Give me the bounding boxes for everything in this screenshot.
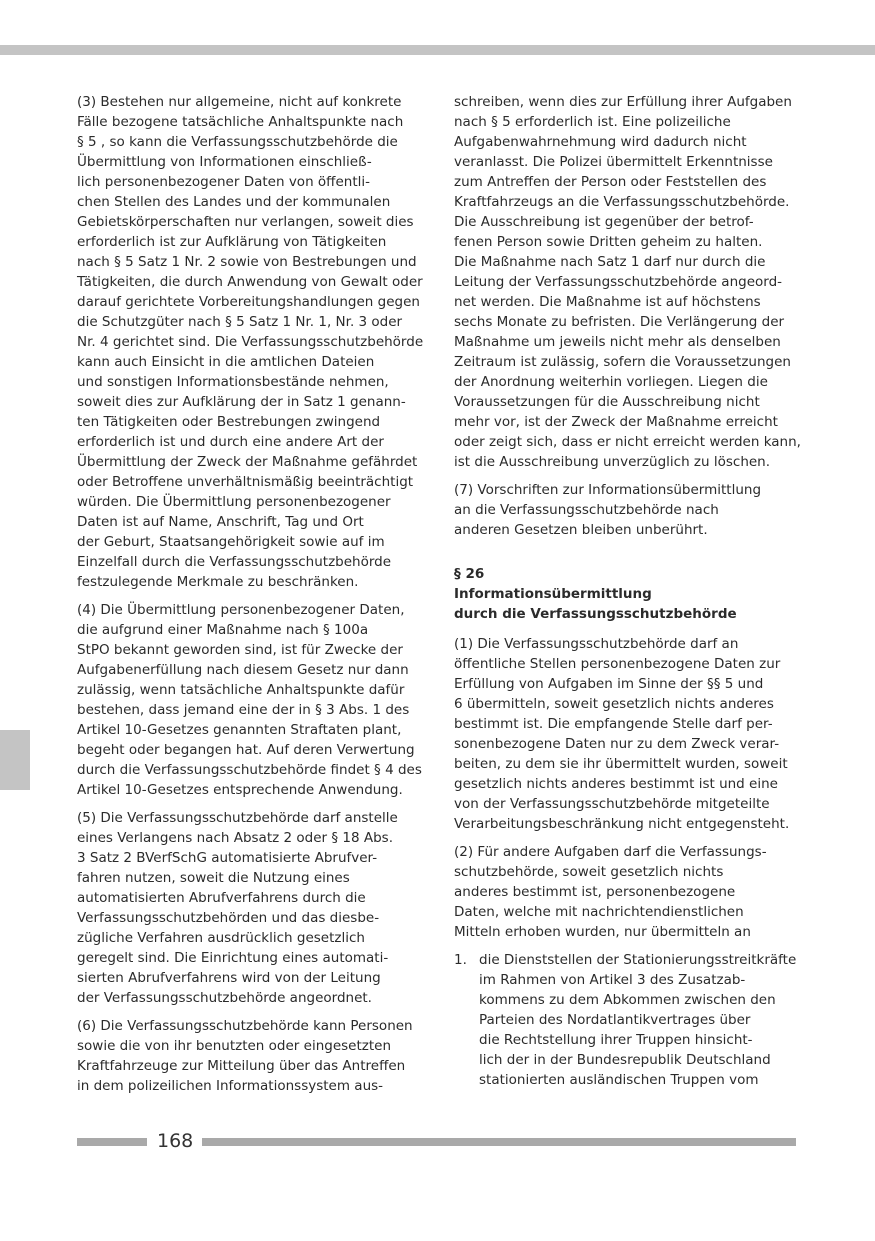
text-line: im Rahmen von Artikel 3 des Zusatzab- [479,972,746,988]
text-line: der Geburt, Staatsangehörigkeit sowie auf im [77,534,385,550]
text-line: fahren nutzen, soweit die Nutzung eines [77,870,350,886]
text-line: Zeitraum ist zulässig, sofern die Voraussetzungen [454,354,791,370]
numbered-list [454,950,799,1090]
paragraph [77,600,422,800]
text-line: von der Verfassungsschutzbehörde mitgeteilte [454,796,770,812]
text-line: festzulegende Merkmale zu beschränken. [77,574,359,590]
list-item [454,950,799,1090]
text-line: sonenbezogene Daten nur zu dem Zweck verar- [454,736,780,752]
text-line: Daten, welche mit nachrichtendienstlichen [454,904,744,920]
text-line: durch die Verfassungsschutzbehörde findet § 4 des [77,762,422,778]
text-line: darauf gerichtete Vorbereitungshandlungen gegen [77,294,420,310]
top-rule [0,45,875,55]
text-line: Aufgabenwahrnehmung wird dadurch nicht [454,134,747,150]
text-line: der Verfassungsschutzbehörde angeordnet. [77,990,372,1006]
text-line: chen Stellen des Landes und der kommunalen [77,194,391,210]
text-line: die Dienststellen der Stationierungsstreitkräfte [479,952,797,968]
text-line: veranlasst. Die Polizei übermittelt Erkenntnisse [454,154,773,170]
paragraph [454,92,799,472]
text-line: ist die Ausschreibung unverzüglich zu löschen. [454,454,771,470]
text-line: eines Verlangens nach Absatz 2 oder § 18 Abs. [77,830,393,846]
text-line: (3) Bestehen nur allgemeine, nicht auf konkrete [77,94,402,110]
text-line: bestimmt ist. Die empfangende Stelle darf per- [454,716,773,732]
page-footer [0,1126,875,1158]
paragraph [77,808,422,1008]
right-top-paragraphs [454,92,799,540]
text-line: zügliche Verfahren ausdrücklich gesetzlich [77,930,365,946]
text-line: Die Maßnahme nach Satz 1 darf nur durch die [454,254,766,270]
text-line: nach § 5 Satz 1 Nr. 2 sowie von Bestrebungen und [77,254,417,270]
text-line: StPO bekannt geworden sind, ist für Zwecke der [77,642,403,658]
text-line: Übermittlung der Zweck der Maßnahme gefährdet [77,454,418,470]
footer-rule-right [202,1138,796,1146]
side-thumb-tab [0,730,30,790]
text-line: stationierten ausländischen Truppen vom [479,1072,759,1088]
text-line: zulässig, wenn tatsächliche Anhaltspunkte dafür [77,682,405,698]
text-line: lich der in der Bundesrepublik Deutschland [479,1052,771,1068]
text-line: lich personenbezogener Daten von öffentli- [77,174,371,190]
text-line: gesetzlich nichts anderes bestimmt ist und eine [454,776,778,792]
left-column [77,92,422,1104]
text-line: beiten, zu dem sie ihr übermittelt wurden, soweit [454,756,788,772]
section-heading [454,564,799,624]
text-line: Kraftfahrzeuge zur Mitteilung über das Antreffen [77,1058,406,1074]
text-line: erforderlich ist zur Aufklärung von Tätigkeiten [77,234,387,250]
text-line: schutzbehörde, soweit gesetzlich nichts [454,864,724,880]
paragraph [454,480,799,540]
text-line: oder Betroffene unverhältnismäßig beeinträchtigt [77,474,414,490]
text-line: die Rechtstellung ihrer Truppen hinsicht- [479,1032,753,1048]
text-line: Nr. 4 gerichtet sind. Die Verfassungsschutzbehörde [77,334,424,350]
text-line: fenen Person sowie Dritten geheim zu halten. [454,234,763,250]
paragraph [454,842,799,942]
text-line: Einzelfall durch die Verfassungsschutzbehörde [77,554,392,570]
text-line: Verarbeitungsbeschränkung nicht entgegensteht. [454,816,790,832]
text-line: Kraftfahrzeugs an die Verfassungsschutzbehörde. [454,194,790,210]
text-line: ten Tätigkeiten oder Bestrebungen zwingend [77,414,381,430]
footer-rule-left [77,1138,147,1146]
text-line: (1) Die Verfassungsschutzbehörde darf an [454,636,739,652]
right-column [454,92,799,1090]
text-line: 6 übermitteln, soweit gesetzlich nichts anderes [454,696,774,712]
page-number: 168 [157,1130,194,1152]
text-line: § 5 , so kann die Verfassungsschutzbehörde die [77,134,398,150]
list-item-number: 1. [454,952,467,968]
text-line: bestehen, dass jemand eine der in § 3 Abs. 1 des [77,702,410,718]
text-line: Die Ausschreibung ist gegenüber der betrof- [454,214,754,230]
text-line: die aufgrund einer Maßnahme nach § 100a [77,622,369,638]
text-line: anderen Gesetzen bleiben unberührt. [454,522,708,538]
text-line: die Schutzgüter nach § 5 Satz 1 Nr. 1, Nr. 3 oder [77,314,403,330]
text-line: Artikel 10-Gesetzes genannten Straftaten plant, [77,722,402,738]
text-line: an die Verfassungsschutzbehörde nach [454,502,719,518]
text-line: Fälle bezogene tatsächliche Anhaltspunkte nach [77,114,404,130]
section-title-line-1: Informationsübermittlung [454,586,652,602]
text-line: Tätigkeiten, die durch Anwendung von Gewalt oder [77,274,423,290]
text-line: erforderlich ist und durch eine andere Art der [77,434,384,450]
text-line: sowie die von ihr benutzten oder eingesetzten [77,1038,391,1054]
text-line: automatisierten Abrufverfahrens durch die [77,890,366,906]
paragraph [77,1016,422,1096]
text-line: (5) Die Verfassungsschutzbehörde darf anstelle [77,810,398,826]
text-line: Daten ist auf Name, Anschrift, Tag und Ort [77,514,364,530]
section-number: § 26 [454,566,485,582]
text-line: 3 Satz 2 BVerfSchG automatisierte Abrufver- [77,850,378,866]
text-line: nach § 5 erforderlich ist. Eine polizeiliche [454,114,731,130]
text-line: kann auch Einsicht in die amtlichen Dateien [77,354,375,370]
text-line: Artikel 10-Gesetzes entsprechende Anwendung. [77,782,403,798]
text-line: (7) Vorschriften zur Informationsübermittlung [454,482,762,498]
text-line: mehr vor, ist der Zweck der Maßnahme erreicht [454,414,778,430]
text-line: oder zeigt sich, dass er nicht erreicht werden kann, [454,434,801,450]
text-line: Erfüllung von Aufgaben im Sinne der §§ 5 und [454,676,764,692]
text-line: (6) Die Verfassungsschutzbehörde kann Personen [77,1018,413,1034]
text-line: kommens zu dem Abkommen zwischen den [479,992,776,1008]
text-line: und sonstigen Informationsbestände nehmen, [77,374,389,390]
right-bottom-paragraphs [454,634,799,942]
text-line: Mitteln erhoben wurden, nur übermitteln an [454,924,751,940]
text-line: Aufgabenerfüllung nach diesem Gesetz nur dann [77,662,409,678]
text-line: Voraussetzungen für die Ausschreibung nicht [454,394,760,410]
text-line: geregelt sind. Die Einrichtung eines automati- [77,950,389,966]
text-line: in dem polizeilichen Informationssystem aus- [77,1078,384,1094]
text-line: schreiben, wenn dies zur Erfüllung ihrer Aufgaben [454,94,792,110]
text-line: Maßnahme um jeweils nicht mehr als denselben [454,334,781,350]
text-line: net werden. Die Maßnahme ist auf höchstens [454,294,761,310]
text-line: Übermittlung von Informationen einschließ- [77,154,372,170]
text-line: der Anordnung weiterhin vorliegen. Liegen die [454,374,768,390]
section-title-line-2: durch die Verfassungsschutzbehörde [454,606,737,622]
text-line: würden. Die Übermittlung personenbezogener [77,494,391,510]
text-line: Verfassungsschutzbehörden und das diesbe- [77,910,380,926]
text-line: (2) Für andere Aufgaben darf die Verfassungs- [454,844,767,860]
text-line: anderes bestimmt ist, personenbezogene [454,884,736,900]
text-line: öffentliche Stellen personenbezogene Daten zur [454,656,781,672]
text-line: zum Antreffen der Person oder Feststellen des [454,174,767,190]
text-line: Parteien des Nordatlantikvertrages über [479,1012,751,1028]
text-line: Leitung der Verfassungsschutzbehörde angeord- [454,274,783,290]
text-line: Gebietskörperschaften nur verlangen, soweit dies [77,214,414,230]
text-line: sierten Abrufverfahrens wird von der Leitung [77,970,381,986]
paragraph [77,92,422,592]
text-line: (4) Die Übermittlung personenbezogener Daten, [77,602,405,618]
text-line: soweit dies zur Aufklärung der in Satz 1 genann- [77,394,406,410]
text-line: begeht oder begangen hat. Auf deren Verwertung [77,742,415,758]
paragraph [454,634,799,834]
text-line: sechs Monate zu befristen. Die Verlängerung der [454,314,785,330]
